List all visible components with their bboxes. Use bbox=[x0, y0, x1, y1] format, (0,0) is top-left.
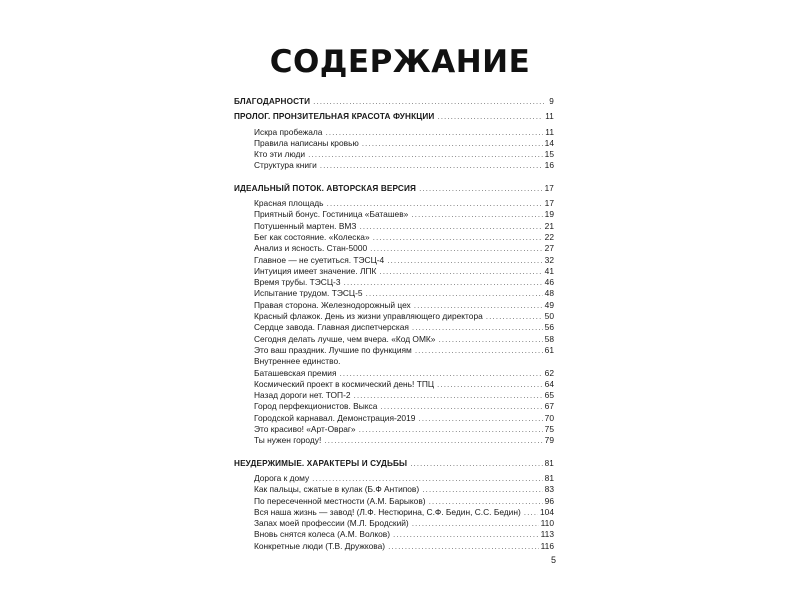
toc-entry-page: 19 bbox=[544, 209, 554, 220]
toc-entry-label: Правая сторона. Железнодорожный цех bbox=[254, 299, 411, 310]
toc-entry bbox=[234, 529, 554, 540]
toc-entry-page: 58 bbox=[544, 333, 554, 344]
toc-entry-label: Внутреннее единство. bbox=[254, 356, 341, 367]
dot-leader bbox=[412, 322, 543, 333]
toc-entry-label: Красная площадь bbox=[254, 198, 324, 209]
toc-entry-label: Вновь снятся колеса (А.М. Волков) bbox=[254, 529, 391, 540]
toc-entry-page: 17 bbox=[544, 198, 554, 209]
toc-entry bbox=[234, 149, 554, 160]
dot-leader bbox=[486, 311, 543, 322]
toc-entry-label: Баташевская премия bbox=[254, 367, 337, 378]
dot-leader bbox=[312, 473, 543, 484]
dot-leader bbox=[362, 138, 543, 149]
toc-entry-page: 70 bbox=[544, 412, 554, 423]
toc-entry-label: Сегодня делать лучше, чем вчера. «Код ОМК» bbox=[254, 333, 436, 344]
toc-entry-page: 27 bbox=[544, 243, 554, 254]
dot-leader bbox=[410, 458, 542, 469]
toc-entry-label: Испытание трудом. ТЭСЦ-5 bbox=[254, 288, 363, 299]
toc-entry-label: Космический проект в космический день! ТПЦ bbox=[254, 378, 435, 389]
page-number: 5 bbox=[551, 555, 557, 565]
toc-entry-page: 9 bbox=[549, 97, 554, 106]
toc-entry-label: Приятный бонус. Гостиница «Баташев» bbox=[254, 209, 409, 220]
toc-entry bbox=[234, 496, 554, 507]
dot-leader bbox=[411, 209, 542, 220]
dot-leader bbox=[325, 127, 543, 138]
dot-leader bbox=[339, 368, 542, 379]
toc-entry-label: НЕУДЕРЖИМЫЕ. ХАРАКТЕРЫ И СУДЬБЫ bbox=[234, 458, 408, 468]
toc-entry bbox=[234, 288, 554, 299]
toc-entry-label: Ты нужен городу! bbox=[254, 435, 322, 446]
toc-entry-page: 16 bbox=[544, 160, 554, 171]
toc-entry bbox=[234, 300, 554, 311]
toc-entry bbox=[234, 413, 554, 424]
dot-leader bbox=[370, 243, 543, 254]
toc-entry-label: Сердце завода. Главная диспетчерская bbox=[254, 322, 409, 333]
dot-leader bbox=[438, 334, 542, 345]
dot-leader bbox=[324, 435, 542, 446]
toc-entry-page: 46 bbox=[544, 277, 554, 288]
toc-entry-page: 61 bbox=[544, 344, 554, 355]
toc-entry-label: Город перфекционистов. Выкса bbox=[254, 401, 378, 412]
toc-entry-page: 50 bbox=[544, 311, 554, 322]
toc-entry bbox=[234, 518, 554, 529]
toc-entry bbox=[234, 390, 554, 401]
dot-leader bbox=[327, 198, 543, 209]
toc-entry-label: Как пальцы, сжатые в кулак (Б.Ф Антипов) bbox=[254, 484, 420, 495]
toc-entry-page: 96 bbox=[544, 495, 554, 506]
dot-leader bbox=[412, 518, 539, 529]
dot-leader bbox=[313, 96, 544, 107]
dot-leader bbox=[414, 300, 543, 311]
toc-entry-label: Потушенный мартен. ВМЗ bbox=[254, 220, 357, 231]
toc-entry bbox=[234, 356, 554, 367]
toc-entry bbox=[234, 507, 554, 518]
dot-leader bbox=[524, 507, 538, 518]
table-of-contents bbox=[234, 96, 554, 552]
toc-entry bbox=[234, 424, 554, 435]
toc-entry-label: Правила написаны кровью bbox=[254, 137, 359, 148]
toc-entry-label: Анализ и ясность. Стан-5000 bbox=[254, 243, 368, 254]
toc-entry bbox=[234, 345, 554, 356]
toc-entry bbox=[234, 311, 554, 322]
toc-entry-label: ПРОЛОГ. ПРОНЗИТЕЛЬНАЯ КРАСОТА ФУНКЦИИ bbox=[234, 112, 435, 122]
toc-entry-label: Главное — не суетиться. ТЭСЦ-4 bbox=[254, 254, 385, 265]
toc-entry bbox=[234, 209, 554, 220]
toc-entry bbox=[234, 243, 554, 254]
toc-entry-page: 21 bbox=[544, 220, 554, 231]
toc-entry-page: 62 bbox=[544, 367, 554, 378]
dot-leader bbox=[418, 413, 542, 424]
toc-entry-page: 41 bbox=[544, 265, 554, 276]
toc-entry-label: Искра пробежала bbox=[254, 126, 323, 137]
toc-section-heading bbox=[234, 183, 554, 194]
dot-leader bbox=[393, 529, 539, 540]
toc-entry bbox=[234, 232, 554, 243]
toc-entry-page: 65 bbox=[544, 390, 554, 401]
toc-entry-label: Это красиво! «Арт-Овраг» bbox=[254, 424, 356, 435]
toc-entry-label: Назад дороги нет. ТОП-2 bbox=[254, 390, 351, 401]
toc-entry-label: Красный флажок. День из жизни управляющего директора bbox=[254, 311, 483, 322]
dot-leader bbox=[344, 277, 543, 288]
toc-entry-page: 11 bbox=[545, 112, 554, 122]
dot-leader bbox=[359, 221, 542, 232]
toc-entry bbox=[234, 255, 554, 266]
toc-entry-page: 113 bbox=[540, 529, 554, 540]
dot-leader bbox=[354, 390, 543, 401]
toc-entry-page: 48 bbox=[544, 288, 554, 299]
dot-leader bbox=[387, 255, 542, 266]
toc-entry-page: 15 bbox=[544, 149, 554, 160]
dot-leader bbox=[379, 266, 542, 277]
toc-entry-page: 81 bbox=[544, 472, 554, 483]
toc-entry-label: Интуиция имеет значение. ЛПК bbox=[254, 265, 377, 276]
toc-entry-page: 14 bbox=[544, 137, 554, 148]
toc-entry-page: 32 bbox=[544, 254, 554, 265]
toc-entry bbox=[234, 473, 554, 484]
toc-entry-page: 49 bbox=[544, 299, 554, 310]
toc-entry-page: 81 bbox=[544, 458, 554, 468]
toc-entry bbox=[234, 322, 554, 333]
toc-entry-page: 67 bbox=[544, 401, 554, 412]
toc-entry bbox=[234, 266, 554, 277]
toc-entry bbox=[234, 484, 554, 495]
toc-entry bbox=[234, 160, 554, 171]
toc-entry-page: 56 bbox=[544, 322, 554, 333]
toc-entry bbox=[234, 541, 554, 552]
toc-entry bbox=[234, 435, 554, 446]
toc-entry-page: 11 bbox=[545, 126, 554, 137]
toc-entry-page: 75 bbox=[544, 424, 554, 435]
toc-entry-page: 17 bbox=[544, 183, 554, 193]
dot-leader bbox=[359, 424, 543, 435]
dot-leader bbox=[429, 496, 543, 507]
dot-leader bbox=[373, 232, 543, 243]
toc-entry-page: 104 bbox=[540, 506, 554, 517]
toc-entry-label: Кто эти люди bbox=[254, 149, 306, 160]
toc-entry bbox=[234, 127, 554, 138]
toc-entry bbox=[234, 334, 554, 345]
toc-entry-label: Дорога к дому bbox=[254, 472, 310, 483]
toc-entry-page: 110 bbox=[540, 518, 554, 529]
toc-entry bbox=[234, 379, 554, 390]
toc-entry bbox=[234, 277, 554, 288]
toc-entry-page: 116 bbox=[540, 540, 554, 551]
toc-section-heading bbox=[234, 96, 554, 107]
dot-leader bbox=[415, 345, 543, 356]
toc-entry-label: Это ваш праздник. Лучшие по функциям bbox=[254, 344, 412, 355]
toc-entry-page: 83 bbox=[544, 484, 554, 495]
toc-entry bbox=[234, 138, 554, 149]
dot-leader bbox=[437, 111, 543, 122]
toc-entry-label: Вся наша жизнь — завод! (Л.Ф. Нестюрина, С.Ф. Бедин, С.С. Бедин) bbox=[254, 506, 521, 517]
toc-entry-label: Время трубы. ТЭСЦ-3 bbox=[254, 277, 341, 288]
toc-entry-page: 79 bbox=[544, 435, 554, 446]
toc-entry-label: Бег как состояние. «Колеска» bbox=[254, 231, 370, 242]
toc-entry bbox=[234, 221, 554, 232]
dot-leader bbox=[419, 183, 543, 194]
toc-entry-label: Запах моей профессии (М.Л. Бродский) bbox=[254, 518, 409, 529]
toc-entry-label: Структура книги bbox=[254, 160, 317, 171]
page-title: СОДЕРЖАНИЕ bbox=[269, 44, 531, 80]
dot-leader bbox=[308, 149, 543, 160]
dot-leader bbox=[437, 379, 543, 390]
dot-leader bbox=[388, 541, 539, 552]
toc-entry-label: По пересеченной местности (А.М. Барыков) bbox=[254, 495, 426, 506]
toc-entry-label: Конкретные люди (Т.В. Дружкова) bbox=[254, 540, 386, 551]
dot-leader bbox=[422, 484, 542, 495]
toc-entry-page: 64 bbox=[544, 378, 554, 389]
dot-leader bbox=[320, 160, 543, 171]
toc-entry-page: 22 bbox=[544, 231, 554, 242]
toc-entry-label: Городской карнавал. Демонстрация-2019 bbox=[254, 412, 416, 423]
toc-section-heading bbox=[234, 111, 554, 122]
toc-entry bbox=[234, 198, 554, 209]
toc-entry-label: ИДЕАЛЬНЫЙ ПОТОК. АВТОРСКАЯ ВЕРСИЯ bbox=[234, 183, 417, 193]
dot-leader bbox=[366, 288, 543, 299]
toc-entry-label: БЛАГОДАРНОСТИ bbox=[234, 97, 311, 106]
toc-section-heading bbox=[234, 458, 554, 469]
toc-entry bbox=[234, 401, 554, 412]
dot-leader bbox=[380, 401, 542, 412]
toc-entry bbox=[234, 368, 554, 379]
